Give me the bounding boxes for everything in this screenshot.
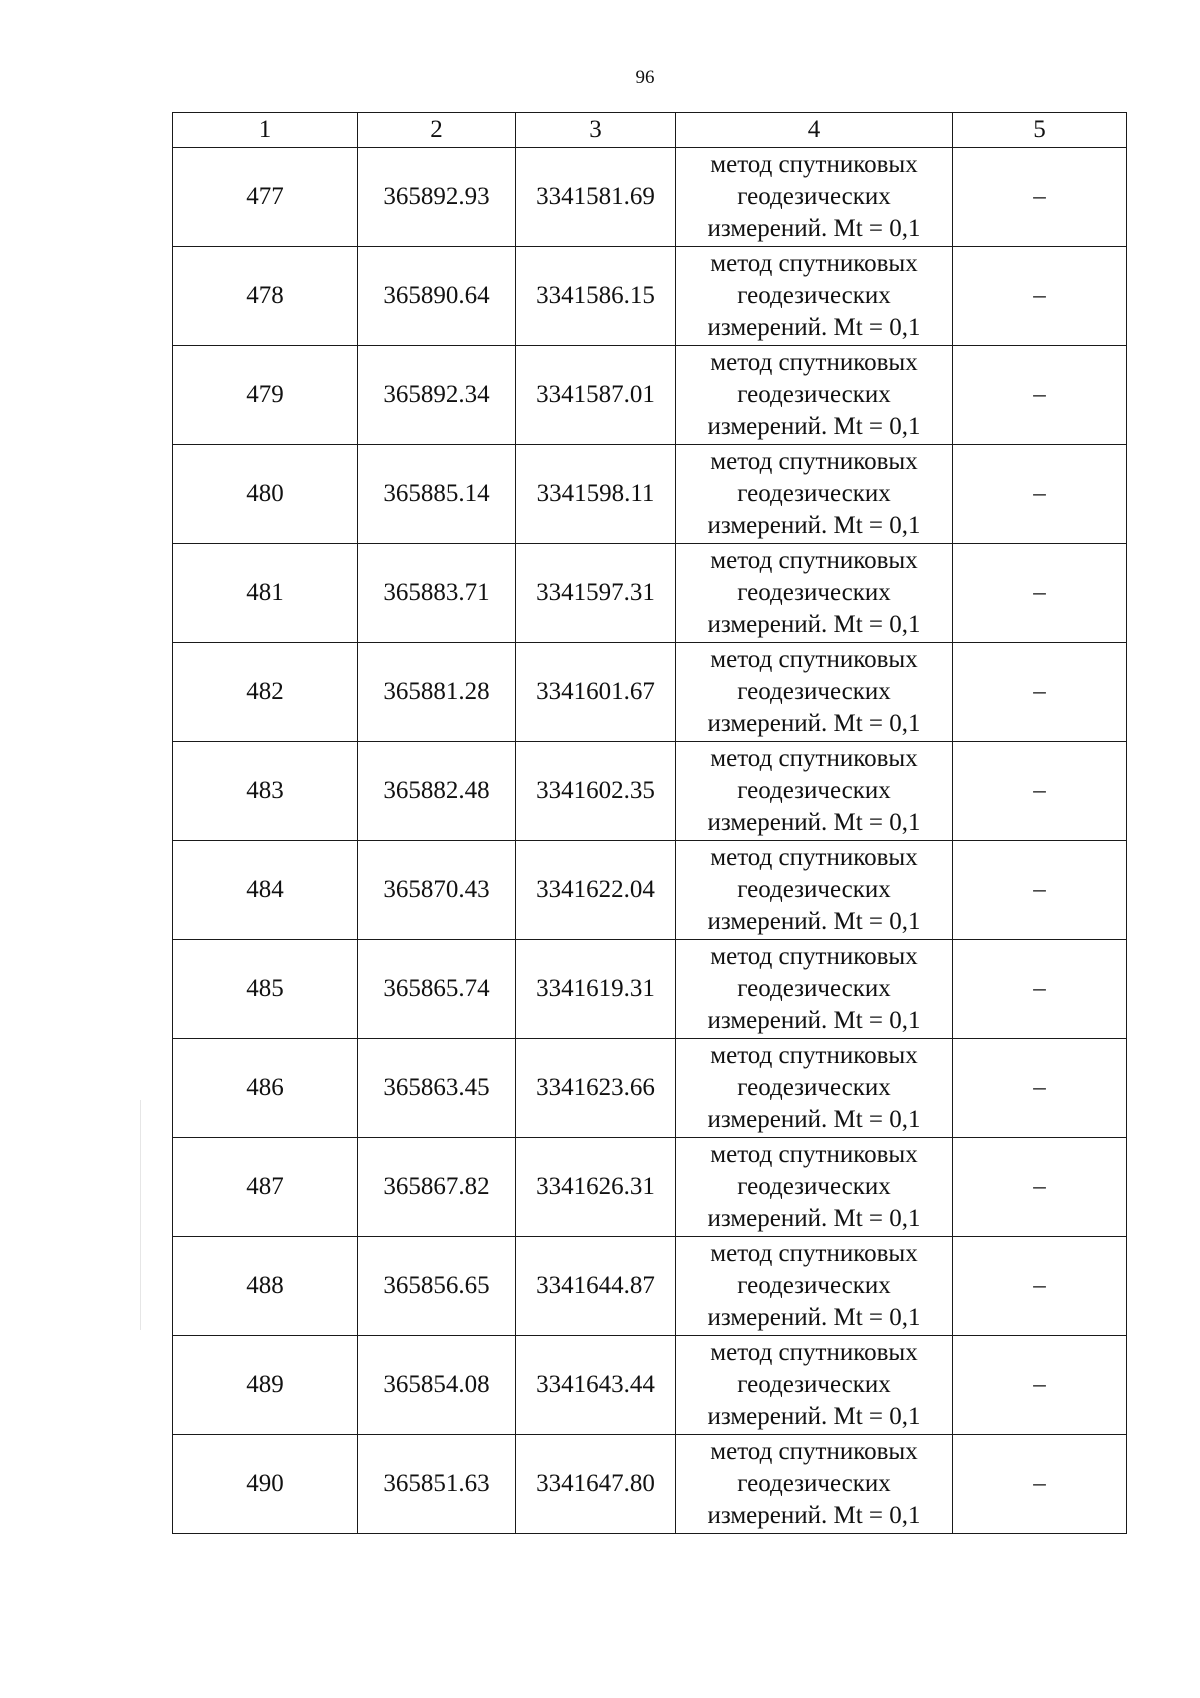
x-coordinate-cell: 365867.82 bbox=[358, 1138, 516, 1237]
y-coordinate-cell: 3341623.66 bbox=[516, 1039, 676, 1138]
x-coordinate-cell: 365854.08 bbox=[358, 1336, 516, 1435]
y-coordinate-cell: 3341598.11 bbox=[516, 445, 676, 544]
x-coordinate-cell: 365883.71 bbox=[358, 544, 516, 643]
y-coordinate-cell: 3341644.87 bbox=[516, 1237, 676, 1336]
note-cell: – bbox=[953, 1435, 1127, 1534]
note-cell: – bbox=[953, 643, 1127, 742]
note-cell: – bbox=[953, 544, 1127, 643]
x-coordinate-cell: 365870.43 bbox=[358, 841, 516, 940]
table-row bbox=[173, 544, 1127, 643]
y-coordinate-cell: 3341601.67 bbox=[516, 643, 676, 742]
note-cell: – bbox=[953, 148, 1127, 247]
method-cell: метод спутниковых геодезических измерений. Mt = 0,1 bbox=[676, 940, 953, 1039]
table-row bbox=[173, 247, 1127, 346]
point-number-cell: 480 bbox=[173, 445, 358, 544]
table-row bbox=[173, 742, 1127, 841]
y-coordinate-cell: 3341587.01 bbox=[516, 346, 676, 445]
y-coordinate-cell: 3341622.04 bbox=[516, 841, 676, 940]
x-coordinate-cell: 365865.74 bbox=[358, 940, 516, 1039]
point-number-cell: 487 bbox=[173, 1138, 358, 1237]
y-coordinate-cell: 3341619.31 bbox=[516, 940, 676, 1039]
note-cell: – bbox=[953, 1237, 1127, 1336]
column-header-4: 4 bbox=[676, 113, 953, 148]
page-number: 96 bbox=[635, 67, 655, 88]
note-cell: – bbox=[953, 841, 1127, 940]
column-header-5: 5 bbox=[953, 113, 1127, 148]
note-cell: – bbox=[953, 346, 1127, 445]
point-number-cell: 486 bbox=[173, 1039, 358, 1138]
x-coordinate-cell: 365881.28 bbox=[358, 643, 516, 742]
column-header-2: 2 bbox=[358, 113, 516, 148]
x-coordinate-cell: 365885.14 bbox=[358, 445, 516, 544]
point-number-cell: 484 bbox=[173, 841, 358, 940]
table-row bbox=[173, 841, 1127, 940]
point-number-cell: 482 bbox=[173, 643, 358, 742]
method-cell: метод спутниковых геодезических измерений. Mt = 0,1 bbox=[676, 643, 953, 742]
table-row bbox=[173, 1237, 1127, 1336]
note-cell: – bbox=[953, 445, 1127, 544]
note-cell: – bbox=[953, 940, 1127, 1039]
table-row bbox=[173, 1336, 1127, 1435]
y-coordinate-cell: 3341597.31 bbox=[516, 544, 676, 643]
point-number-cell: 479 bbox=[173, 346, 358, 445]
method-cell: метод спутниковых геодезических измерений. Mt = 0,1 bbox=[676, 742, 953, 841]
table-row bbox=[173, 643, 1127, 742]
y-coordinate-cell: 3341626.31 bbox=[516, 1138, 676, 1237]
x-coordinate-cell: 365856.65 bbox=[358, 1237, 516, 1336]
note-cell: – bbox=[953, 1138, 1127, 1237]
x-coordinate-cell: 365892.34 bbox=[358, 346, 516, 445]
margin-line bbox=[140, 1100, 141, 1330]
point-number-cell: 488 bbox=[173, 1237, 358, 1336]
point-number-cell: 490 bbox=[173, 1435, 358, 1534]
note-cell: – bbox=[953, 247, 1127, 346]
table-header-row bbox=[173, 113, 1127, 148]
table-body bbox=[173, 148, 1127, 1534]
x-coordinate-cell: 365851.63 bbox=[358, 1435, 516, 1534]
x-coordinate-cell: 365882.48 bbox=[358, 742, 516, 841]
y-coordinate-cell: 3341602.35 bbox=[516, 742, 676, 841]
table-row bbox=[173, 1435, 1127, 1534]
y-coordinate-cell: 3341581.69 bbox=[516, 148, 676, 247]
point-number-cell: 481 bbox=[173, 544, 358, 643]
y-coordinate-cell: 3341643.44 bbox=[516, 1336, 676, 1435]
point-number-cell: 478 bbox=[173, 247, 358, 346]
y-coordinate-cell: 3341586.15 bbox=[516, 247, 676, 346]
note-cell: – bbox=[953, 742, 1127, 841]
table-row bbox=[173, 445, 1127, 544]
note-cell: – bbox=[953, 1039, 1127, 1138]
method-cell: метод спутниковых геодезических измерений. Mt = 0,1 bbox=[676, 1435, 953, 1534]
method-cell: метод спутниковых геодезических измерений. Mt = 0,1 bbox=[676, 445, 953, 544]
coordinates-table bbox=[172, 112, 1127, 1534]
table-row bbox=[173, 148, 1127, 247]
point-number-cell: 489 bbox=[173, 1336, 358, 1435]
x-coordinate-cell: 365863.45 bbox=[358, 1039, 516, 1138]
method-cell: метод спутниковых геодезических измерений. Mt = 0,1 bbox=[676, 1237, 953, 1336]
x-coordinate-cell: 365892.93 bbox=[358, 148, 516, 247]
point-number-cell: 483 bbox=[173, 742, 358, 841]
method-cell: метод спутниковых геодезических измерений. Mt = 0,1 bbox=[676, 346, 953, 445]
note-cell: – bbox=[953, 1336, 1127, 1435]
method-cell: метод спутниковых геодезических измерений. Mt = 0,1 bbox=[676, 1039, 953, 1138]
table-row bbox=[173, 1138, 1127, 1237]
point-number-cell: 477 bbox=[173, 148, 358, 247]
column-header-3: 3 bbox=[516, 113, 676, 148]
method-cell: метод спутниковых геодезических измерений. Mt = 0,1 bbox=[676, 1336, 953, 1435]
y-coordinate-cell: 3341647.80 bbox=[516, 1435, 676, 1534]
method-cell: метод спутниковых геодезических измерений. Mt = 0,1 bbox=[676, 148, 953, 247]
table-row bbox=[173, 940, 1127, 1039]
method-cell: метод спутниковых геодезических измерений. Mt = 0,1 bbox=[676, 544, 953, 643]
table-row bbox=[173, 1039, 1127, 1138]
point-number-cell: 485 bbox=[173, 940, 358, 1039]
method-cell: метод спутниковых геодезических измерений. Mt = 0,1 bbox=[676, 841, 953, 940]
column-header-1: 1 bbox=[173, 113, 358, 148]
x-coordinate-cell: 365890.64 bbox=[358, 247, 516, 346]
table-row bbox=[173, 346, 1127, 445]
method-cell: метод спутниковых геодезических измерений. Mt = 0,1 bbox=[676, 1138, 953, 1237]
method-cell: метод спутниковых геодезических измерений. Mt = 0,1 bbox=[676, 247, 953, 346]
